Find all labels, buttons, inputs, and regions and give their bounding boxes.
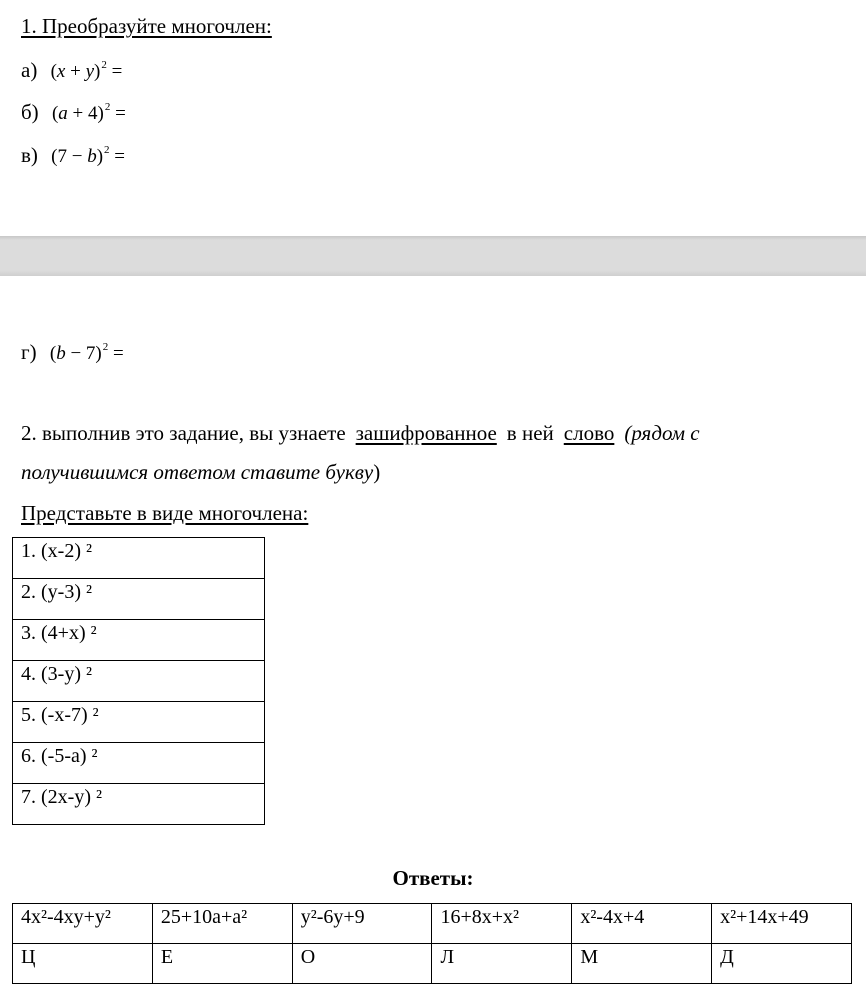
task2-subtitle: Представьте в виде многочлена: [21,501,309,525]
expression-cell: 6. (-5-a) ² [13,743,265,784]
task2-instruction-line1: 2. выполнив это задание, вы узнаете зашифрованное в ней слово (рядом с [21,421,700,445]
table-row [13,661,265,702]
task1-item-d [21,340,124,365]
answer-letter-cell: О [292,944,432,984]
item-label: а) [21,58,38,82]
expression-cell: 4. (3-y) ² [13,661,265,702]
page-separator [0,236,866,276]
answer-letter-cell: Ц [13,944,153,984]
table-row [13,702,265,743]
answers-letter-row [13,944,852,984]
expression-cell: 5. (-x-7) ² [13,702,265,743]
task1-title: 1. Преобразуйте многочлен: [21,14,272,38]
math-expression: $(7 - b)^2$ = [51,144,126,167]
expression-cell: 1. (x-2) ² [13,538,265,579]
answer-letter-cell: М [572,944,712,984]
table-row [13,620,265,661]
answer-polynomial-cell: 4x²-4xy+y² [13,904,153,944]
expression-cell: 7. (2x-y) ² [13,784,265,825]
math-expression: $(x + y)^2$ = [50,59,123,82]
task1-item-c [21,143,125,168]
expression-cell: 2. (y-3) ² [13,579,265,620]
keyword-word: слово [563,421,615,445]
item-label: г) [21,340,37,364]
task1-item-a [21,58,122,83]
answers-polynomial-row [13,904,852,944]
table-row [13,538,265,579]
answer-letter-cell: Л [432,944,572,984]
answer-letter-cell: Е [152,944,292,984]
item-label: б) [21,100,39,124]
expressions-table [12,537,265,825]
math-expression: $(b - 7)^2$ = [49,341,124,364]
answer-polynomial-cell: 16+8x+x² [432,904,572,944]
answer-polynomial-cell: x²+14x+49 [712,904,852,944]
keyword-encrypted: зашифрованное [355,421,497,445]
table-row [13,784,265,825]
answers-table [12,903,852,984]
answers-title: Ответы: [392,866,474,890]
answer-polynomial-cell: x²-4x+4 [572,904,712,944]
task1-item-b [21,100,126,125]
answer-polynomial-cell: y²-6y+9 [292,904,432,944]
table-row [13,743,265,784]
table-row [13,579,265,620]
answer-letter-cell: Д [712,944,852,984]
task2-instruction-line2: получившимся ответом ставите букву) [21,460,381,484]
math-expression: $(a + 4)^2$ = [51,101,126,124]
expression-cell: 3. (4+x) ² [13,620,265,661]
answer-polynomial-cell: 25+10a+a² [152,904,292,944]
item-label: в) [21,143,38,167]
